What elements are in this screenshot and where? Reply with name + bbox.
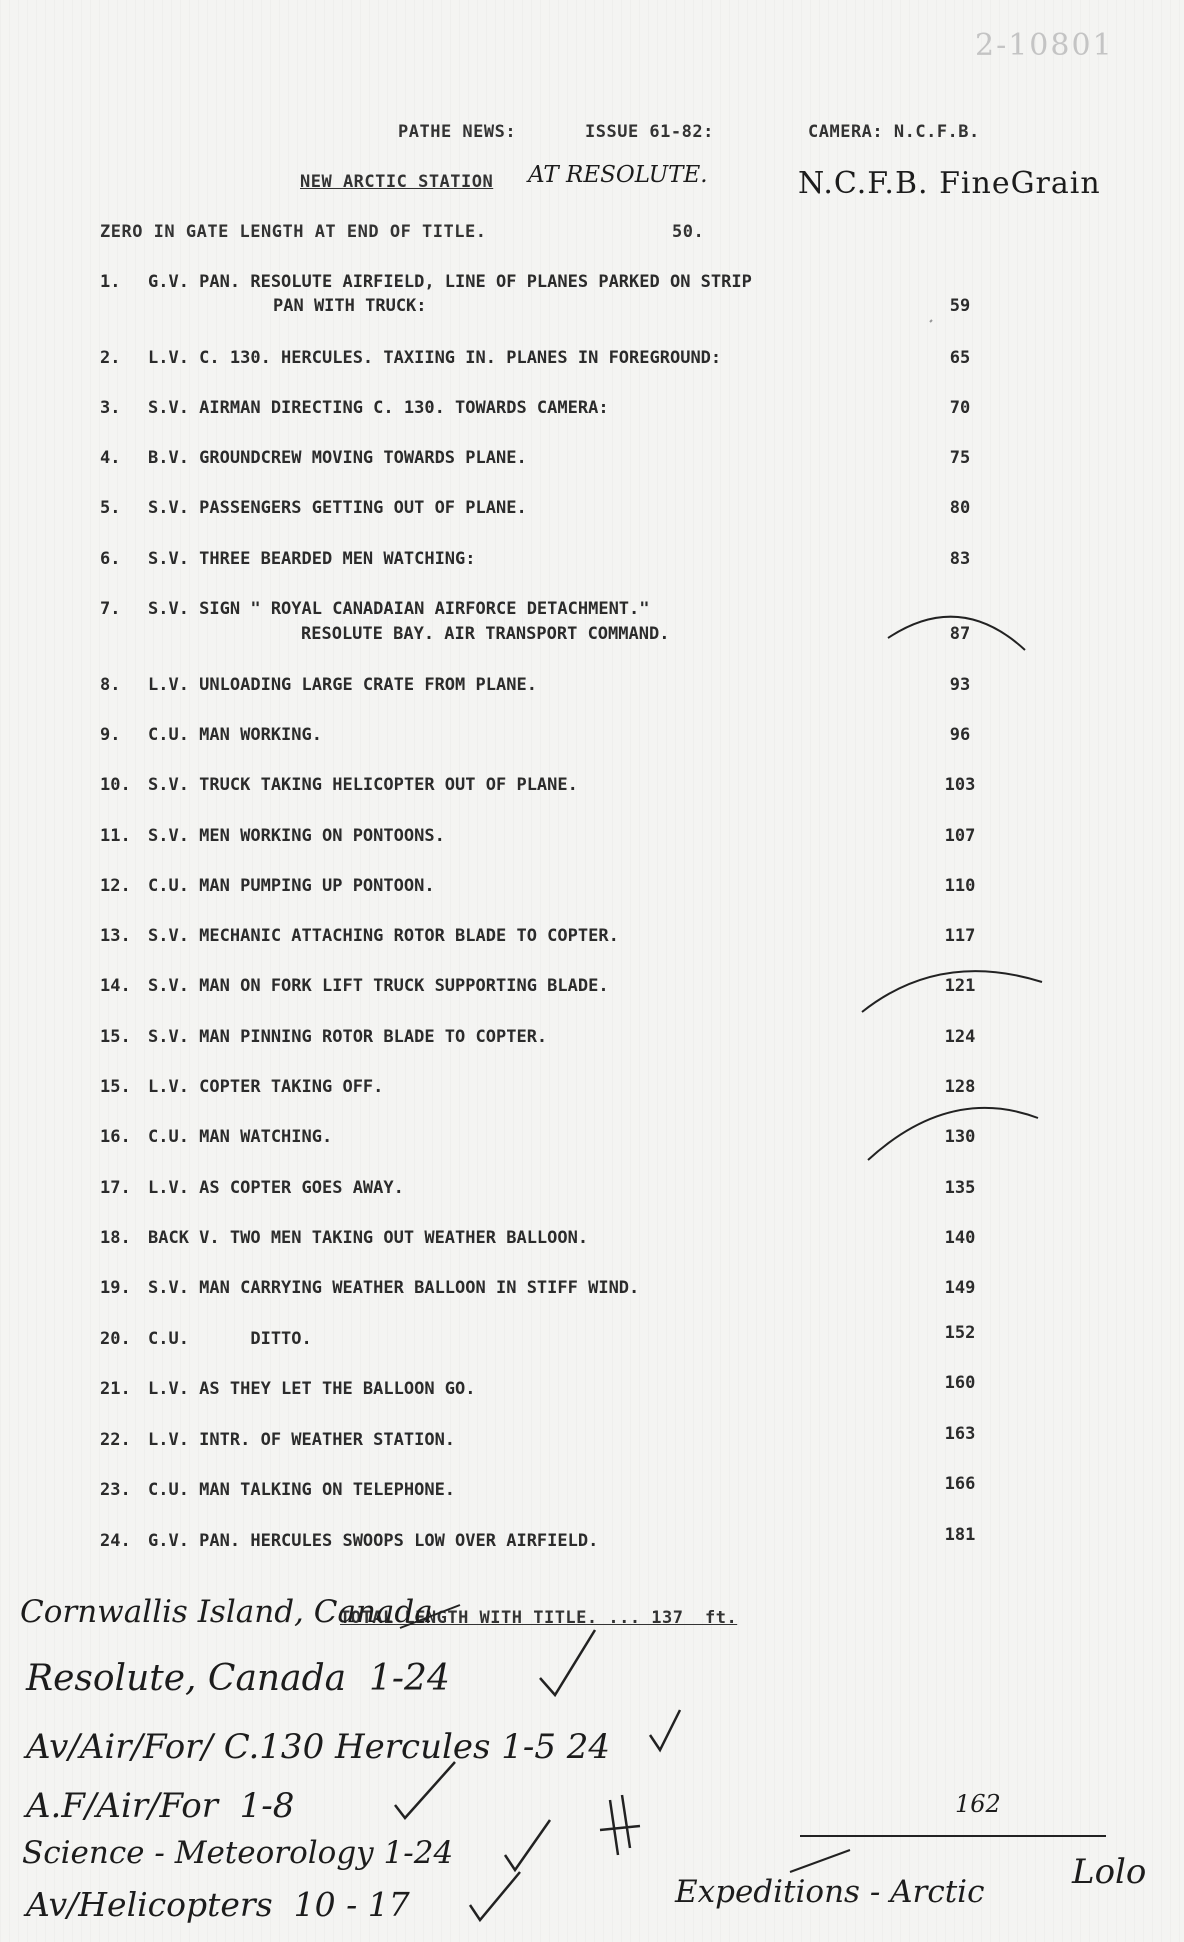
shot-description: B.V. GROUNDCREW MOVING TOWARDS PLANE.	[148, 448, 527, 468]
shot-description: C.U. MAN PUMPING UP PONTOON.	[148, 876, 435, 896]
shot-footage: 110	[944, 876, 976, 896]
shot-footage: 181	[944, 1525, 976, 1545]
shot-number: 20.	[100, 1329, 131, 1349]
shot-number: 8.	[100, 675, 121, 695]
shot-number: 9.	[100, 725, 121, 745]
shot-number: 23.	[100, 1480, 131, 1500]
handwritten-line-6-suffix: Lolo	[1072, 1852, 1147, 1892]
shot-description: C.U. MAN TALKING ON TELEPHONE.	[148, 1480, 456, 1500]
handwritten-line-5: Av/Helicopters 10 - 17	[26, 1885, 410, 1924]
shot-footage: 103	[944, 775, 976, 795]
shot-number: 7.	[100, 599, 121, 619]
shot-description: S.V. THREE BEARDED MEN WATCHING:	[148, 549, 476, 569]
shot-footage: 128	[944, 1077, 976, 1097]
shot-description: L.V. UNLOADING LARGE CRATE FROM PLANE.	[148, 675, 537, 695]
shot-description-continued: PAN WITH TRUCK:	[273, 296, 427, 316]
handwritten-line-1: Resolute, Canada 1-24	[26, 1658, 450, 1699]
zero-line-value: 50.	[672, 222, 705, 242]
shot-footage: 160	[944, 1373, 976, 1393]
shot-number: 19.	[100, 1278, 131, 1298]
shot-number: 18.	[100, 1228, 131, 1248]
shot-number: 22.	[100, 1430, 131, 1450]
shot-footage: 59	[949, 296, 971, 316]
handwritten-margin-note: 162	[955, 1790, 1001, 1818]
finegrain-note: N.C.F.B. FineGrain	[798, 166, 1101, 201]
shot-description: L.V. AS COPTER GOES AWAY.	[148, 1178, 404, 1198]
shot-number: 1.	[100, 272, 121, 292]
shot-footage: 163	[944, 1424, 976, 1444]
zero-line-text: ZERO IN GATE LENGTH AT END OF TITLE.	[100, 222, 487, 242]
corner-reference: 2-10801	[975, 28, 1114, 63]
shot-footage: 124	[944, 1027, 976, 1047]
shot-number: 10.	[100, 775, 131, 795]
shot-description: S.V. MECHANIC ATTACHING ROTOR BLADE TO COPTER.	[148, 926, 619, 946]
shot-number: 15.	[100, 1077, 131, 1097]
shot-number: 11.	[100, 826, 131, 846]
shot-description: S.V. TRUCK TAKING HELICOPTER OUT OF PLANE.	[148, 775, 578, 795]
shot-footage: 130	[944, 1127, 976, 1147]
shot-description: BACK V. TWO MEN TAKING OUT WEATHER BALLOON.	[148, 1228, 589, 1248]
shot-number: 12.	[100, 876, 131, 896]
shot-description: S.V. MAN PINNING ROTOR BLADE TO COPTER.	[148, 1027, 548, 1047]
story-title-handwritten: AT RESOLUTE.	[528, 162, 708, 188]
shot-footage: 121	[944, 976, 976, 996]
shot-description: G.V. PAN. RESOLUTE AIRFIELD, LINE OF PLANES PARKED ON STRIP	[148, 272, 752, 292]
story-title-typed: NEW ARCTIC STATION	[300, 172, 494, 192]
source-label: PATHE NEWS:	[398, 122, 517, 142]
shot-number: 6.	[100, 549, 121, 569]
handwritten-line-6: Expeditions - Arctic	[675, 1874, 985, 1910]
shot-footage: 96	[949, 725, 971, 745]
shot-number: 3.	[100, 398, 121, 418]
shot-description: S.V. SIGN " ROYAL CANADAIAN AIRFORCE DETACHMENT."	[148, 599, 650, 619]
shot-footage: 70	[949, 398, 971, 418]
shot-footage: 117	[944, 926, 976, 946]
shot-description: G.V. PAN. HERCULES SWOOPS LOW OVER AIRFIELD.	[148, 1531, 599, 1551]
shot-number: 5.	[100, 498, 121, 518]
shot-description: L.V. C. 130. HERCULES. TAXIING IN. PLANES IN FOREGROUND:	[148, 348, 722, 368]
shot-footage: 93	[949, 675, 971, 695]
shot-number: 14.	[100, 976, 131, 996]
camera-label: CAMERA: N.C.F.B.	[808, 122, 980, 142]
shot-footage: 107	[944, 826, 976, 846]
handwritten-line-2: Av/Air/For/ C.130 Hercules 1-5 24	[26, 1727, 611, 1767]
shot-footage: 152	[944, 1323, 976, 1343]
shot-footage: 149	[944, 1278, 976, 1298]
shot-description: C.U. MAN WORKING.	[148, 725, 322, 745]
issue-label: ISSUE 61-82:	[585, 122, 714, 142]
shot-description: L.V. COPTER TAKING OFF.	[148, 1077, 384, 1097]
shot-number: 2.	[100, 348, 121, 368]
shot-description: S.V. MEN WORKING ON PONTOONS.	[148, 826, 445, 846]
shot-description-continued: RESOLUTE BAY. AIR TRANSPORT COMMAND.	[301, 624, 670, 644]
shot-footage: 87	[949, 624, 971, 644]
shot-footage: 166	[944, 1474, 976, 1494]
shot-number: 21.	[100, 1379, 131, 1399]
shot-description: C.U. MAN WATCHING.	[148, 1127, 333, 1147]
shot-footage: 83	[949, 549, 971, 569]
shot-footage: 135	[944, 1178, 976, 1198]
shot-footage: 75	[949, 448, 971, 468]
shot-description: C.U. DITTO.	[148, 1329, 312, 1349]
shot-footage: 65	[949, 348, 971, 368]
shot-description: S.V. PASSENGERS GETTING OUT OF PLANE.	[148, 498, 527, 518]
shot-number: 4.	[100, 448, 121, 468]
total-length: TOTAL LENGTH WITH TITLE. ... 137 ft.	[340, 1608, 738, 1628]
shot-description: L.V. INTR. OF WEATHER STATION.	[148, 1430, 456, 1450]
handwritten-line-4: Science - Meteorology 1-24	[22, 1835, 454, 1871]
shot-description: L.V. AS THEY LET THE BALLOON GO.	[148, 1379, 476, 1399]
shot-number: 16.	[100, 1127, 131, 1147]
shot-description: S.V. MAN ON FORK LIFT TRUCK SUPPORTING BLADE.	[148, 976, 609, 996]
handwritten-line-3: A.F/Air/For 1-8	[26, 1786, 295, 1826]
shot-number: 15.	[100, 1027, 131, 1047]
shot-description: S.V. AIRMAN DIRECTING C. 130. TOWARDS CAMERA:	[148, 398, 609, 418]
shot-footage: 80	[949, 498, 971, 518]
shot-number: 17.	[100, 1178, 131, 1198]
handwritten-location: Cornwallis Island, Canada	[20, 1594, 433, 1630]
shot-footage: 140	[944, 1228, 976, 1248]
shot-number: 24.	[100, 1531, 131, 1551]
shot-description: S.V. MAN CARRYING WEATHER BALLOON IN STIFF WIND.	[148, 1278, 640, 1298]
shot-number: 13.	[100, 926, 131, 946]
